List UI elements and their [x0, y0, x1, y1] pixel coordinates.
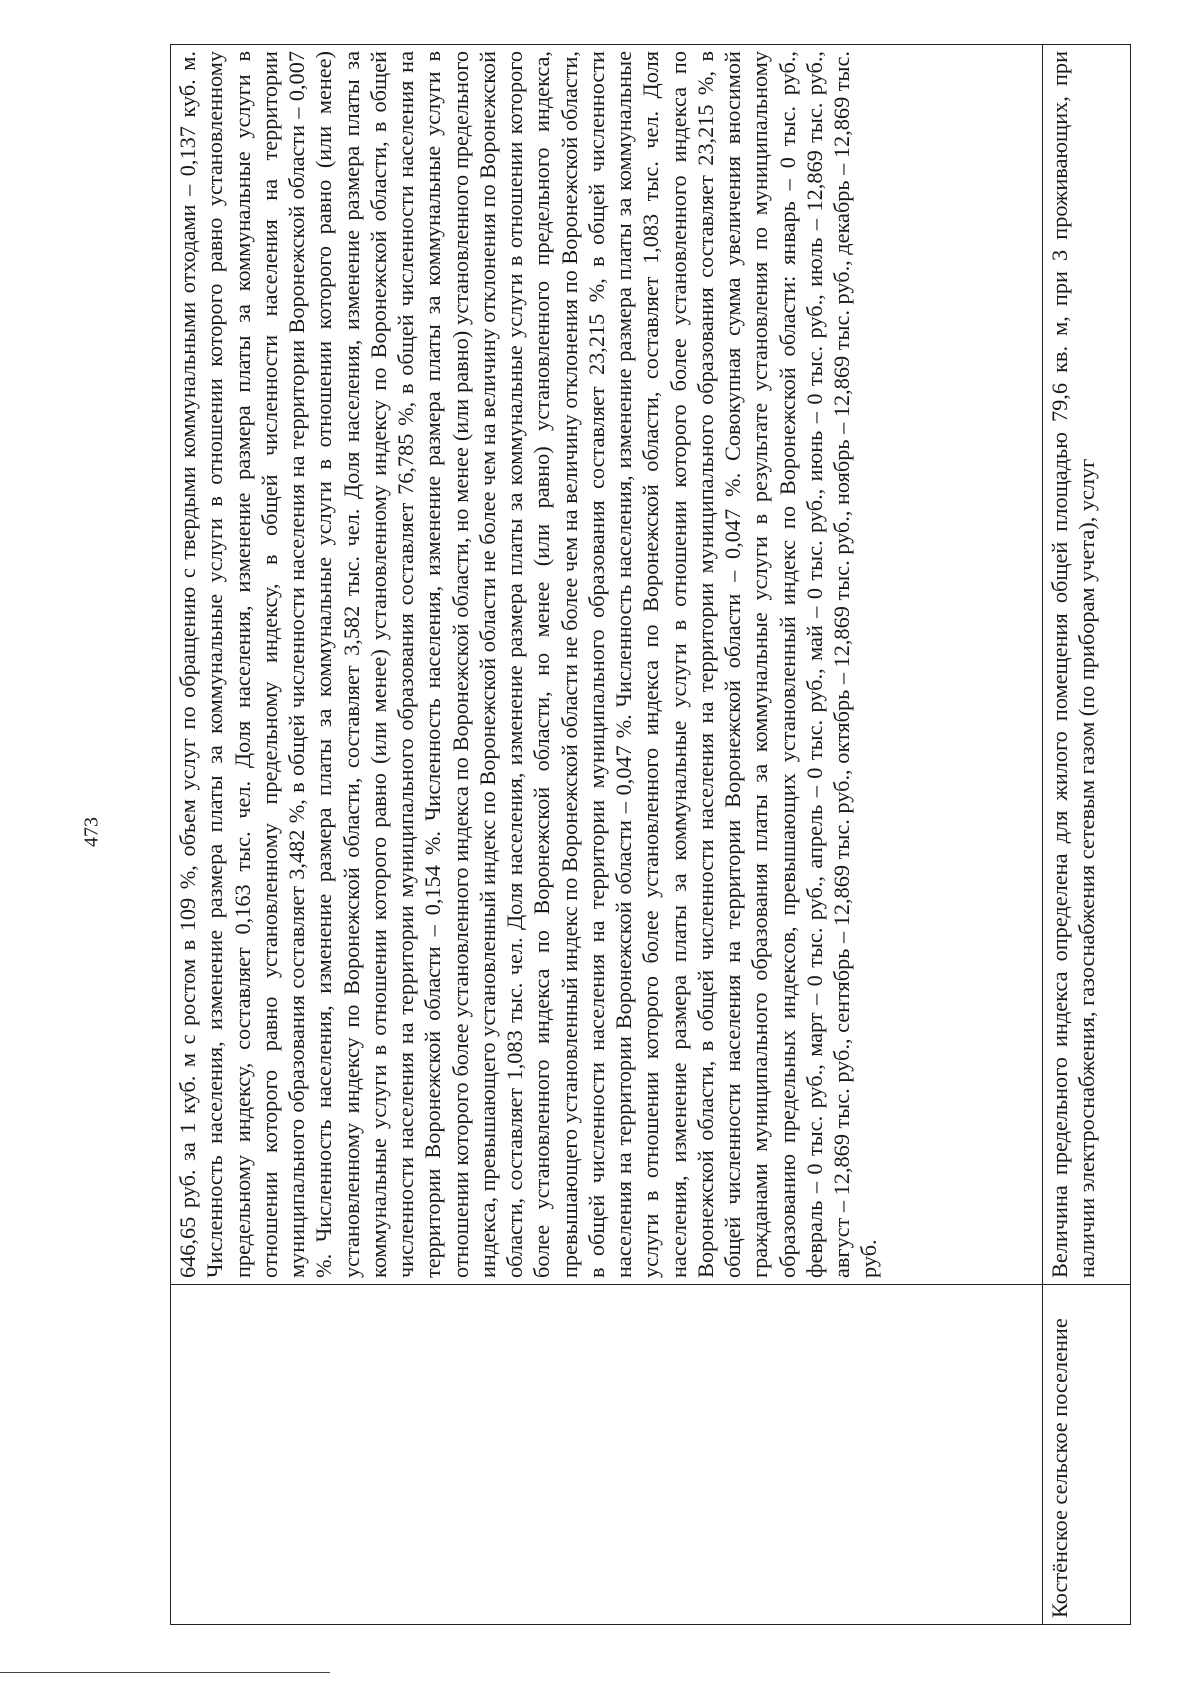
bottom-rule: [0, 1672, 330, 1673]
data-table: [170, 44, 1131, 1625]
table-cell-municipality: [171, 1285, 1043, 1625]
rotated-table-container: [170, 45, 1130, 1625]
table-row: [171, 45, 1043, 1625]
table-cell-description: [171, 45, 1043, 1285]
description-text: 646,65 руб. за 1 куб. м с ростом в 109 %, объем услуг по обращению с твердыми коммунальными отходами – 0,137 куб. м. Численность населения, изменение размера платы за коммунальные услуги в отношении которого равно установленному предельному индексу, составляет 0,163 тыс. чел. Доля населения, изменение размера платы за коммунальные услуги в отношении которого равно установленному предельному индексу, в общей численности населения на территории муниципального образования составляет 3,482 %, в общей численности населения на территории Воронежской области – 0,007 %. Численность населения, изменение размера платы за коммунальные услуги в отношении которого равно (или менее) установленному индексу по Воронежской области, составляет 3,582 тыс. чел. Доля населения, изменение размера платы за коммунальные услуги в отношении которого равно (или менее) установленному индексу по Воронежской области, в общей численности населения на территории муниципального образования составляет 76,785 %, в общей численности населения на территории Воронежской области – 0,154 %. Численность населения, изменение размера платы за коммунальные услуги в отношении которого более установленного индекса по Воронежской области, но менее (или равно) установленного предельного индекса, превышающего установленный индекс по Воронежской области не более чем на величину отклонения по Воронежской области, составляет 1,083 тыс. чел. Доля населения, изменение размера платы за коммунальные услуги в отношении которого более установленного индекса по Воронежской области, но менее (или равно) установленного предельного индекса, превышающего установленный индекс по Воронежской области не более чем на величину отклонения по Воронежской области, в общей численности населения на территории муниципального образования составляет 23,215 %, в общей численности населения на территории Воронежской области – 0,047 %. Численность населения, изменение размера платы за коммунальные услуги в отношении которого более установленного индекса по Воронежской области, составляет 1,083 тыс. чел. Доля населения, изменение размера платы за коммунальные услуги в отношении которого более установленного индекса по Воронежской области, в общей численности населения на территории муниципального образования составляет 23,215 %, в общей численности населения на территории Воронежской области – 0,047 %. Совокупная сумма увеличения вносимой гражданами муниципального образования платы за коммунальные услуги в результате установления по муниципальному образованию предельных индексов, превышающих установленный индекс по Воронежской области: январь – 0 тыс. руб., февраль – 0 тыс. руб., март – 0 тыс. руб., апрель – 0 тыс. руб., май – 0 тыс. руб., июнь – 0 тыс. руб., июль – 12,869 тыс. руб., август – 12,869 тыс. руб., сентябрь – 12,869 тыс. руб., октябрь – 12,869 тыс. руб., ноябрь – 12,869 тыс. руб., декабрь – 12,869 тыс. руб.: [175, 50, 882, 1278]
municipality-name: Костёнское сельское поселение: [1047, 1318, 1072, 1618]
table-cell-municipality: [1043, 1285, 1131, 1625]
description-text: Величина предельного индекса определена для жилого помещения общей площадью 79,6 кв. м, при 3 проживающих, при наличии электроснабжения, газоснабжения сетевым газом (по приборам учета), услуг: [1047, 51, 1100, 1278]
table-cell-description: [1043, 45, 1131, 1285]
table-row: [1043, 45, 1131, 1625]
page-number: 473: [80, 817, 103, 847]
